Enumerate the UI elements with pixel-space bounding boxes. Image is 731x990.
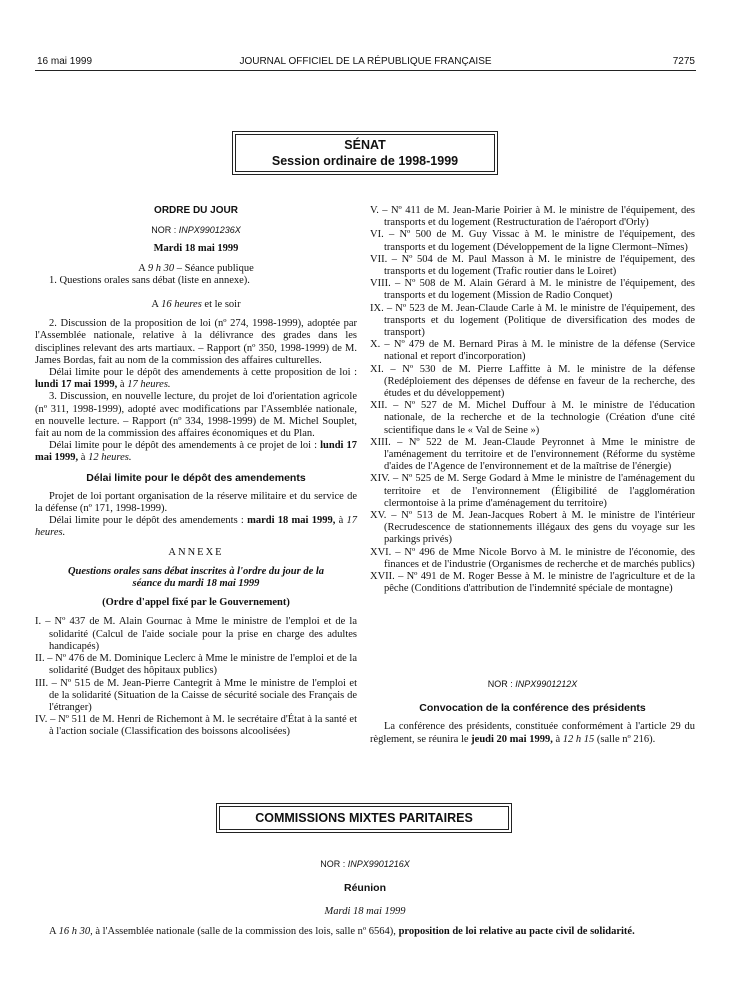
question-item: V. – Nº 411 de M. Jean-Marie Poirier à M. le ministre de l'équipement, des transports et du logement (Restructuration de l'aéroport d'Orly) xyxy=(370,205,695,229)
agenda-item-1: 1. Questions orales sans débat (liste en annexe). xyxy=(49,274,250,286)
question-item: XII. – Nº 527 de M. Michel Duffour à M. le ministre de l'éducation nationale, de la recherche et de la technologie (Création d'une cité scientifique dans le « Val de Seine ») xyxy=(370,400,695,436)
question-item: VIII. – Nº 508 de M. Alain Gérard à M. le ministre de l'équipement, des transports et du logement (Mission de Radio Conquet) xyxy=(370,278,695,302)
question-item: II. – Nº 476 de M. Dominique Leclerc à Mme le ministre de l'emploi et de la solidarité (Budget des hôpitaux publics) xyxy=(35,653,357,677)
question-item: VI. – Nº 500 de M. Guy Vissac à M. le ministre de l'équipement, des transports et du logement (Développement de la ligne Clermont–Nîmes) xyxy=(370,229,695,253)
ordre-appel: (Ordre d'appel fixé par le Gouvernement) xyxy=(102,597,290,609)
question-item: XIII. – Nº 522 de M. Jean-Claude Peyronnet à Mme le ministre de l'aménagement du territoire et de l'environnement (Réforme du système d'aides de l'Agence de l'environnement et de la maîtrise de l'énergie) xyxy=(370,436,695,473)
convocation-text: La conférence des présidents, constituée conformément à l'article 29 du règlement, se réunira le jeudi 20 mai 1999, à 12 h 15 (salle nº 216). xyxy=(370,721,695,745)
cmp-section xyxy=(35,858,695,938)
nor-reference: NOR : INPX9901236X xyxy=(151,225,241,236)
amendment-deadline-heading: Délai limite pour le dépôt des amendements xyxy=(86,471,306,484)
amendment-deadline-4: Délai limite pour le dépôt des amendements : mardi 18 mai 1999, à 17 heures. xyxy=(35,515,358,539)
question-item: IV. – Nº 511 de M. Henri de Richemont à M. le secrétaire d'État à la santé et à l'action sociale (Classification des boissons alcoolisées) xyxy=(35,714,357,738)
reunion-text: A 16 h 30, à l'Assemblée nationale (salle de la commission des lois, salle nº 6564), proposition de loi relative au pacte civil de solidarité. xyxy=(49,925,635,937)
right-column xyxy=(370,205,695,596)
agenda-item-2: 2. Discussion de la proposition de loi (nº 274, 1998-1999), adoptée par l'Assemblée nationale, relative à la délivrance des grades dans les disciplines relevant des arts martiaux. – Rapport (nº 350, 1998-1999) de M. James Bordas, fait au nom de la commission des affaires culturelles. xyxy=(35,318,357,366)
question-item: XV. – Nº 513 de M. Jean-Jacques Robert à M. le ministre de l'intérieur (Recrudescence de stationnements illégaux des gens du voyage sur les parkings privés) xyxy=(370,510,695,546)
header-journal-title: JOURNAL OFFICIEL DE LA RÉPUBLIQUE FRANÇAISE xyxy=(239,56,492,67)
annexe-subtitle: Questions orales sans débat inscrites à l'ordre du jour de la séance du mardi 18 mai 1999 xyxy=(67,565,325,590)
agenda-item-3: 3. Discussion, en nouvelle lecture, du projet de loi d'orientation agricole (nº 311, 1998-1999), adopté avec modifications par l'Assemblée nationale, en nouvelle lecture. – Rapport (nº 334, 1998-1999) de M. Michel Souplet, fait au nom de la commission des affaires économiques et du Plan. xyxy=(35,391,357,440)
senat-title-box xyxy=(232,131,498,175)
ordre-du-jour-title: ORDRE DU JOUR xyxy=(154,205,238,216)
question-item: VII. – Nº 504 de M. Paul Masson à M. le ministre de l'équipement, des transports et du logement (Trafic routier dans le Loiret) xyxy=(370,253,695,278)
question-item: XVI. – Nº 496 de Mme Nicole Borvo à M. le ministre de l'économie, des finances et de l'industrie (Organismes de recherche et de marchés publics) xyxy=(370,546,695,570)
question-item: XI. – Nº 530 de M. Pierre Laffitte à M. le ministre de la défense (Redéploiement des dépenses de défense en faveur de la recherche, des études et du développement) xyxy=(370,363,695,400)
question-item: XVII. – Nº 491 de M. Roger Besse à M. le ministre de l'agriculture et de la pêche (Conditions d'attribution de l'indemnité spéciale de montagne) xyxy=(370,571,695,595)
header-page-number: 7275 xyxy=(672,56,695,67)
cmp-title-box xyxy=(216,803,512,833)
nor-reference: NOR : INPX9901216X xyxy=(320,859,410,869)
reunion-date: Mardi 18 mai 1999 xyxy=(324,906,406,918)
annexe-title: ANNEXE xyxy=(168,546,224,558)
question-item: IX. – Nº 523 de M. Jean-Claude Carle à M. le ministre de l'équipement, des transports et du logement (Politique de diversification des modes de transport) xyxy=(370,302,695,339)
question-item: III. – Nº 515 de M. Jean-Pierre Cantegrit à Mme le ministre de l'emploi et de la solidarité (Situation de la Caisse de sécurité sociale des Français de l'étranger) xyxy=(35,677,357,713)
bill-reserve-militaire: Projet de loi portant organisation de la réserve militaire et du service de la défense (nº 171, 1998-1999). xyxy=(35,490,357,515)
amendment-deadline-3: Délai limite pour le dépôt des amendements à ce projet de loi : lundi 17 mai 1999, à 12 heures. xyxy=(35,440,357,464)
question-item: XIV. – Nº 525 de M. Serge Godard à Mme le ministre de l'aménagement du territoire et de l'environnement (Éligibilité de l'agglomération clermontoise à la prime d'aménagement du territoire) xyxy=(370,473,695,509)
reunion-title: Réunion xyxy=(344,882,386,895)
header-date: 16 mai 1999 xyxy=(37,56,93,67)
senat-title: SÉNAT xyxy=(344,138,386,152)
session-date: Mardi 18 mai 1999 xyxy=(153,243,239,255)
header-rule xyxy=(35,70,696,71)
session-afternoon: A 16 heures et le soir xyxy=(151,299,241,311)
question-item: I. – Nº 437 de M. Alain Gournac à Mme le ministre de l'emploi et de la solidarité (Calcul de l'aide sociale pour la prise en charge des adultes handicapés) xyxy=(35,616,357,652)
senat-subtitle: Session ordinaire de 1998-1999 xyxy=(271,154,459,168)
left-column xyxy=(35,205,357,739)
amendment-deadline-2: Délai limite pour le dépôt des amendements à cette proposition de loi : lundi 17 mai 1999, à 17 heures. xyxy=(35,367,357,391)
convocation-title: Convocation de la conférence des présidents xyxy=(419,702,646,715)
conference-section xyxy=(370,678,695,746)
question-item: X. – Nº 479 de M. Bernard Piras à M. le ministre de la défense (Service national et report d'incorporation) xyxy=(370,339,695,363)
session-morning: A 9 h 30 – Séance publique xyxy=(138,262,254,274)
cmp-title: COMMISSIONS MIXTES PARITAIRES xyxy=(219,806,509,830)
nor-reference: NOR : INPX9901212X xyxy=(487,679,578,689)
